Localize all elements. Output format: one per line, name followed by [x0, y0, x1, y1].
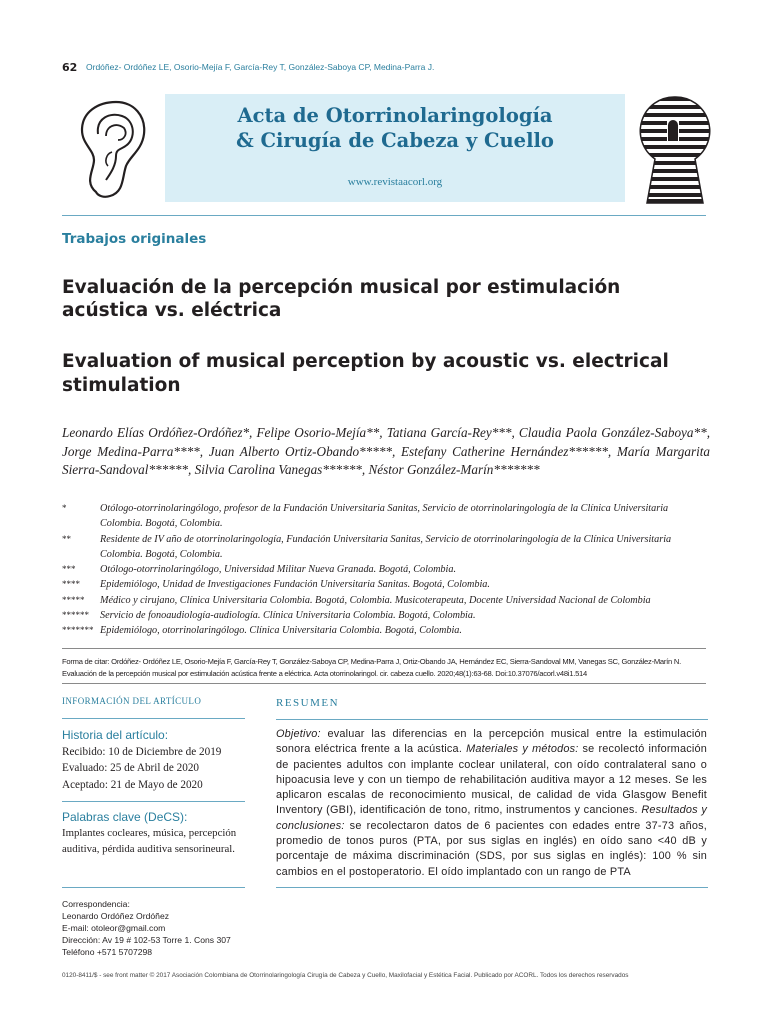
affiliation-mark: ***** [62, 594, 85, 605]
citation-text: Forma de citar: Ordóñez- Ordóñez LE, Osorio-Mejía F, García-Rey T, González-Saboya CP, Medina-Parra J, Ortiz-Obando JA, Hernández EC, Sierra-Sandoval MM, Vanegas SC, González-Marín N. Evaluación de la percepción musical por estimulación acústica frente a eléctrica. Acta otorrinolaringol. cir. cabeza cuello. 2020;48(1):63-68. Doi:10.37076/acorl.v48i1.514 [62, 657, 681, 678]
resultados-label: Resultados y conclusiones: [276, 804, 708, 832]
affiliation-item [62, 577, 710, 592]
metodos-label: Materiales y métodos: [466, 743, 579, 756]
affiliation-item [62, 532, 710, 563]
resumen-divider [276, 719, 708, 720]
citation-top-divider [62, 648, 706, 649]
affiliation-item [62, 562, 710, 577]
objetivo-label: Objetivo: [276, 728, 321, 740]
affiliation-mark: *** [62, 564, 76, 575]
correspondence-address: Dirección: Av 19 # 102-53 Torre 1. Cons 307 [62, 935, 231, 945]
journal-title [165, 103, 625, 153]
affiliation-mark: ******* [62, 625, 94, 636]
affiliation-text: Epidemiólogo, Unidad de Investigaciones Fundación Universitaria Sanitas. Bogotá, Colombia. [100, 579, 490, 591]
affiliation-item [62, 593, 710, 608]
article-info-divider [62, 718, 245, 719]
correspondence-heading: Correspondencia: [62, 899, 130, 909]
affiliation-text: Otólogo-otorrinolaringólogo, profesor de la Fundación Universitaria Sanitas, Servicio de otorrinolaringología de la Clínica Universitaria Colombia. Bogotá, Colombia. [100, 503, 669, 530]
objetivo-text: evaluar las diferencias en la percepción musical entre la estimulación sonora eléctrica frente a la acústica. [276, 728, 707, 756]
history-divider [62, 801, 245, 802]
affiliation-item [62, 501, 710, 532]
affiliation-item [62, 623, 710, 638]
correspondence-block [62, 898, 252, 958]
journal-title-line2: & Cirugía de Cabeza y Cuello [236, 129, 554, 152]
affiliation-text: Otólogo-otorrinolaringólogo, Universidad Militar Nueva Granada. Bogotá, Colombia. [100, 564, 456, 576]
page-number: 62 [62, 61, 78, 74]
affiliation-text: Epidemiólogo, otorrinolaringólogo. Clínica Universitaria Colombia. Bogotá, Colombia. [100, 625, 462, 637]
journal-url[interactable]: www.revistaacorl.org [347, 176, 443, 188]
article-title-spanish: Evaluación de la percepción musical por estimulación acústica vs. eléctrica [62, 277, 621, 321]
abstract-text [276, 727, 707, 880]
ear-logo-icon [76, 100, 148, 202]
received-date: Recibido: 10 de Diciembre de 2019 [62, 746, 222, 758]
affiliation-mark: ****** [62, 610, 89, 621]
affiliation-text: Médico y cirujano, Clínica Universitaria Colombia. Bogotá, Colombia. Musicoterapeuta, Docente Universidad Nacional de Colombia [100, 594, 651, 606]
keywords-heading: Palabras clave (DeCS): [62, 810, 188, 824]
accepted-date: Aceptado: 21 de Mayo de 2020 [62, 778, 203, 791]
affiliation-mark: * [62, 503, 67, 513]
history-list [62, 744, 221, 793]
correspondence-name: Leonardo Ordóñez Ordóñez [62, 911, 170, 921]
resumen-label: RESUMEN [276, 697, 340, 709]
header-divider [62, 215, 706, 216]
correspondence-phone: Teléfono +571 5707298 [62, 947, 153, 957]
keywords-divider [62, 887, 245, 888]
correspondence-email[interactable]: E-mail: otoleor@gmail.com [62, 923, 166, 933]
journal-title-line1: Acta de Otorrinolaringología [237, 104, 553, 127]
affiliation-text: Servicio de fonoaudiología-audiología. Clínica Universitaria Colombia. Bogotá, Colombia. [100, 610, 476, 622]
article-title-english: Evaluation of musical perception by acoustic vs. electrical stimulation [62, 351, 669, 396]
affiliation-text: Residente de IV año de otorrinolaringología, Fundación Universitaria Sanitas, Servicio de otorrinolaringología de la Clínica Universitaria Colombia. Bogotá, Colombia. [100, 533, 672, 560]
metodos-text: se recolectó información de pacientes adultos con implante coclear unilateral, con oído contralateral sano o hipoacusia leve y con un tiempo de rehabilitación auditiva mayor a 12 meses. Se les aplicaron escalas de reconocimiento musical, de calidad de vida Glasgow Benefit Inventory (GBI), identificación de tono, ritmo, instrumentos y canciones. [276, 743, 707, 817]
keywords-text: Implantes cocleares, música, percepción auditiva, pérdida auditiva sensorineural. [62, 827, 237, 855]
affiliation-mark: ** [62, 533, 71, 544]
running-header-authors: Ordóñez- Ordóñez LE, Osorio-Mejía F, García-Rey T, González-Saboya CP, Medina-Parra J. [86, 62, 435, 72]
affiliation-item [62, 608, 710, 623]
affiliation-mark: **** [62, 579, 80, 590]
keyhole-logo-icon [637, 95, 713, 205]
section-label: Trabajos originales [62, 231, 207, 247]
article-info-label: INFORMACIÓN DEL ARTÍCULO [62, 696, 202, 706]
abstract-bottom-divider [276, 887, 708, 888]
citation-bottom-divider [62, 683, 706, 684]
history-heading: Historia del artículo: [62, 728, 169, 742]
author-list: Leonardo Elías Ordóñez-Ordóñez*, Felipe Osorio-Mejía**, Tatiana García-Rey***, Claudia Paola González-Saboya**, Jorge Medina-Parra****, Juan Alberto Ortiz-Obando*****, Estefany Catherine Hernández******, María Margarita Sierra-Sandoval******, Silvia Carolina Vanegas******, Néstor González-Marín******* [62, 425, 710, 477]
evaluated-date: Evaluado: 25 de Abril de 2020 [62, 762, 200, 775]
resultados-text: se recolectaron datos de 6 pacientes con edades entre 37-73 años, promedio de tonos puros (PTA, por sus siglas en inglés) en oído sano <40 dB y porcentaje de máxima discriminación (SDS, por sus siglas en inglés): 100 % sin cambios en el postoperatorio. El oído implantado con un rango de PTA [276, 819, 707, 878]
copyright-footer: 0120-8411/$ - see front matter © 2017 Asociación Colombiana de Otorrinolaringología Cirugía de Cabeza y Cuello, Maxilofacial y Estética Facial. Publicado por ACORL. Todos los derechos reservados [62, 972, 629, 979]
affiliations-list [62, 501, 710, 639]
